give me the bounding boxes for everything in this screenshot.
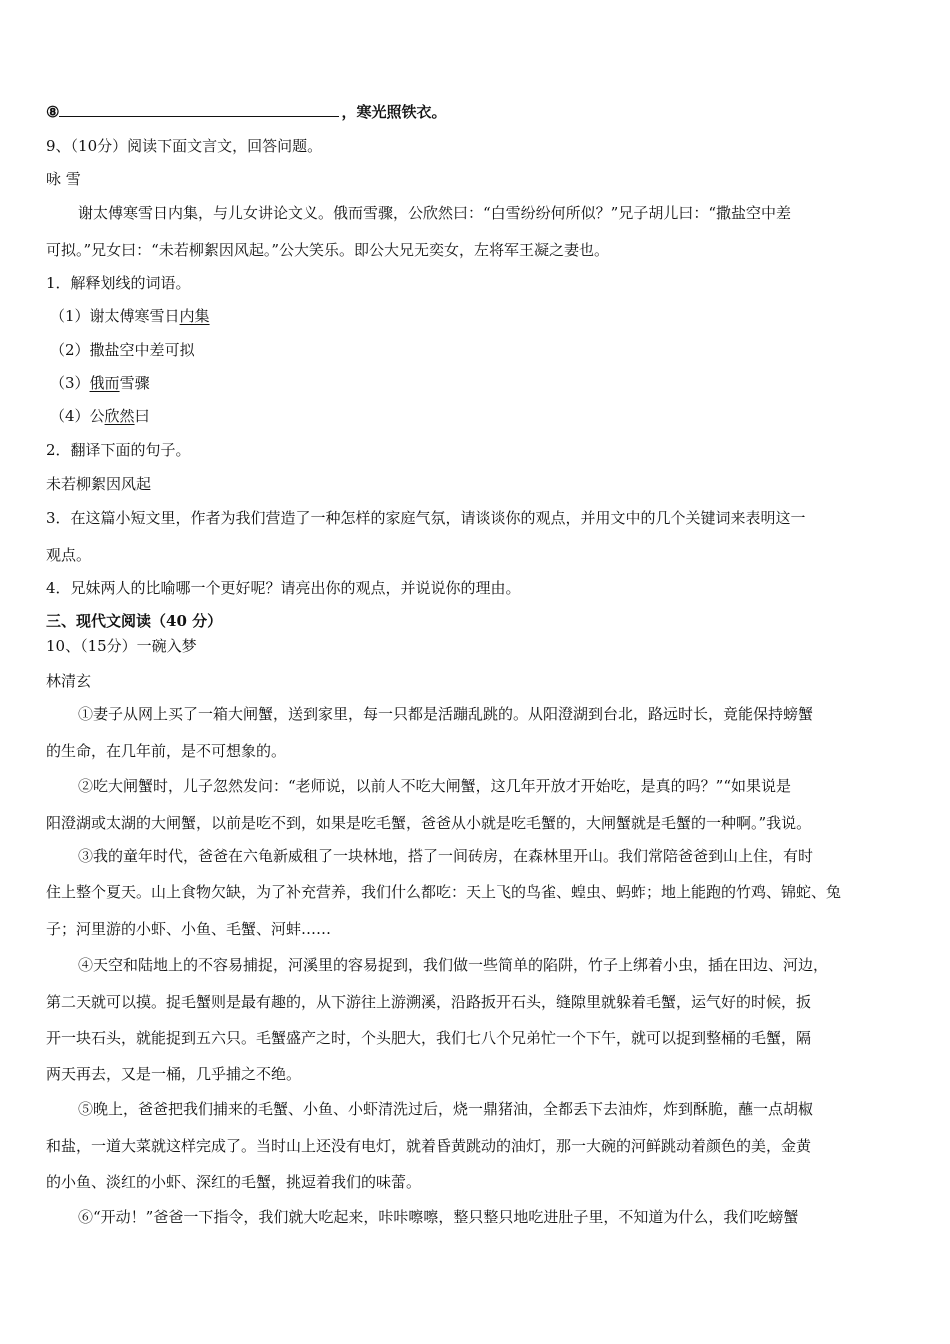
q9-passage-line: 谢太傅寒雪日内集，与儿女讲论文义。俄而雪骤，公欣然曰：“白雪纷纷何所似？”兄子胡儿曰：“撒盐空中差 — [78, 204, 792, 222]
vocab-item-text: （4）公 — [50, 407, 105, 425]
vocab-item-text: 雪骤 — [119, 374, 150, 392]
article-line: 的生命，在几年前，是不可想象的。 — [46, 742, 287, 760]
underlined-word: 欣然 — [104, 407, 135, 425]
poem-fill-line — [46, 102, 446, 122]
vocab-item — [50, 373, 150, 393]
article-line: ⑤晚上，爸爸把我们捕来的毛蟹、小鱼、小虾清洗过后，烧一鼎猪油，全都丢下去油炸，炸到酥脆，蘸一点胡椒 — [78, 1100, 814, 1118]
q9-title: 咏 雪 — [46, 170, 81, 188]
poem-line-number: ⑧ — [46, 103, 60, 121]
article-line: 的小鱼、淡红的小虾、深红的毛蟹，挑逗着我们的味蕾。 — [46, 1173, 422, 1191]
article-line: ②吃大闸蟹时，儿子忽然发问：“老师说，以前人不吃大闸蟹，这几年开放才开始吃，是真的吗？”“如果说是 — [78, 777, 792, 795]
article-line: 第二天就可以摸。捉毛蟹则是最有趣的，从下游往上游溯溪，沿路扳开石头，缝隙里就躲着毛蟹，运气好的时候，扳 — [46, 993, 812, 1011]
q9-sub-question: 4．兄妹两人的比喻哪一个更好呢？请亮出你的观点，并说说你的理由。 — [46, 579, 521, 597]
article-line: ⑥“开动！”爸爸一下指令，我们就大吃起来，咔咔嚓嚓，整只整只地吃进肚子里，不知道为什么，我们吃螃蟹 — [78, 1208, 799, 1226]
vocab-item — [50, 306, 210, 326]
poem-line-tail: ，寒光照铁衣。 — [341, 103, 447, 121]
underlined-word: 差 — [149, 341, 165, 359]
vocab-item-text: （2）撒盐空中 — [50, 341, 150, 359]
fill-blank — [59, 102, 339, 117]
article-line: ③我的童年时代，爸爸在六龟新威租了一块林地，搭了一间砖房，在森林里开山。我们常陪爸爸到山上住，有时 — [78, 847, 814, 865]
vocab-item-text: 曰 — [134, 407, 150, 425]
article-line: 两天再去，又是一桶，几乎捕之不绝。 — [46, 1065, 302, 1083]
section-title: 三、现代文阅读（40 分） — [46, 612, 223, 630]
article-line: 和盐，一道大菜就这样完成了。当时山上还没有电灯，就着昏黄跳动的油灯，那一大碗的河鲜跳动着颜色的美，金黄 — [46, 1137, 812, 1155]
vocab-item — [50, 406, 150, 426]
underlined-word: 内集 — [179, 307, 210, 325]
underlined-word: 俄而 — [89, 374, 120, 392]
q9-sub-question: 1．解释划线的词语。 — [46, 274, 191, 292]
q9-sub-question: 观点。 — [46, 546, 92, 564]
vocab-item-text: （1）谢太傅寒雪日 — [50, 307, 180, 325]
q9-passage-line: 可拟。”兄女曰：“未若柳絮因风起。”公大笑乐。即公大兄无奕女，左将军王凝之妻也。 — [46, 241, 610, 259]
q9-sub-question: 2．翻译下面的句子。 — [46, 441, 191, 459]
article-line: ④天空和陆地上的不容易捕捉，河溪里的容易捉到，我们做一些简单的陷阱，竹子上绑着小虫，插在田边、河边， — [78, 956, 829, 974]
vocab-item-text: 可拟 — [164, 341, 195, 359]
article-line: 阳澄湖或太湖的大闸蟹，以前是吃不到，如果是吃毛蟹，爸爸从小就是吃毛蟹的，大闸蟹就是毛蟹的一种啊。”我说。 — [46, 814, 812, 832]
q9-header: 9、（10分）阅读下面文言文，回答问题。 — [46, 137, 323, 155]
q9-translate-sentence: 未若柳絮因风起 — [46, 475, 152, 493]
article-line: 子；河里游的小虾、小鱼、毛蟹、河蚌…… — [46, 920, 332, 938]
q10-header: 10、（15分）一碗入梦 — [46, 637, 197, 655]
q10-author: 林清玄 — [46, 672, 92, 690]
article-line: 开一块石头，就能捉到五六只。毛蟹盛产之时，个头肥大，我们七八个兄弟忙一个下午，就可以捉到整桶的毛蟹，隔 — [46, 1029, 812, 1047]
vocab-item-text: （3） — [50, 374, 90, 392]
article-line: ①妻子从网上买了一箱大闸蟹，送到家里，每一只都是活蹦乱跳的。从阳澄湖到台北，路远时长，竟能保持螃蟹 — [78, 705, 814, 723]
q9-sub-question: 3．在这篇小短文里，作者为我们营造了一种怎样的家庭气氛，请谈谈你的观点，并用文中的几个关键词来表明这一 — [46, 509, 806, 527]
article-line: 住上整个夏天。山上食物欠缺，为了补充营养，我们什么都吃：天上飞的鸟雀、蝗虫、蚂蚱；地上能跑的竹鸡、锦蛇、兔 — [46, 883, 842, 901]
vocab-item — [50, 340, 195, 360]
